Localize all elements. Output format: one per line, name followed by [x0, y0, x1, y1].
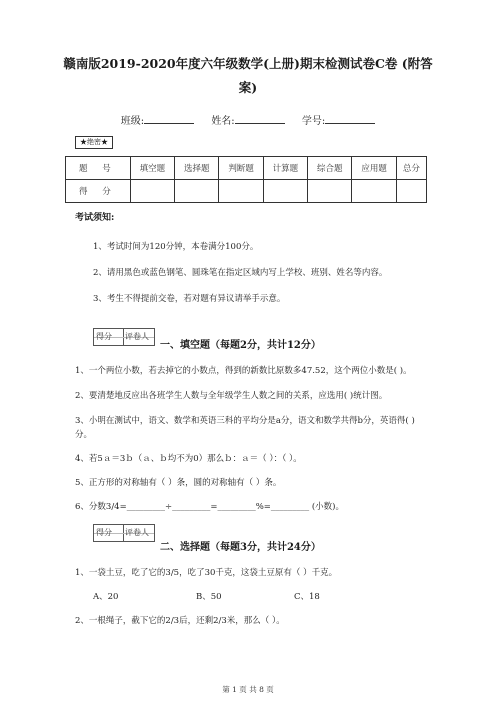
id-label: 学号:: [301, 116, 326, 127]
grader-score-label: 得分: [96, 528, 112, 537]
grader-name-label: 评卷人: [125, 528, 149, 537]
fill-question-cont: 分。: [75, 430, 93, 440]
confidential-badge: ★绝密★: [75, 136, 113, 149]
notice-item: 1、考试时间为120分钟，本卷满分100分。: [93, 242, 259, 252]
score-cell: [352, 180, 396, 203]
choice-question: 1、一袋土豆，吃了它的3/5，吃了30千克，这袋土豆原有（ ）千克。: [75, 568, 338, 578]
id-blank: [325, 113, 375, 124]
score-row-label: 得 分: [66, 180, 131, 203]
option-c: C、18: [294, 592, 320, 602]
name-label: 姓名:: [211, 116, 235, 127]
grader-box: [93, 524, 155, 542]
fill-question: 1、一个两位小数，若去掉它的小数点，得到的新数比原数多47.52，这个两位小数是( )。: [75, 366, 412, 376]
score-cell: [263, 180, 307, 203]
option-a: A、20: [93, 592, 119, 602]
header-cell: 选择题: [175, 157, 219, 180]
document-title: [60, 52, 436, 100]
header-cell: 判断题: [219, 157, 263, 180]
score-table-score-row: [66, 180, 427, 203]
score-cell: [130, 180, 174, 203]
grader-name-label: 评卷人: [125, 332, 149, 341]
header-cell: 总分: [396, 157, 426, 180]
notice-heading: 考试须知:: [75, 213, 115, 223]
option-b: B、50: [196, 592, 222, 602]
header-cell: 填空题: [130, 157, 174, 180]
class-blank: [144, 113, 194, 124]
header-cell: 应用题: [352, 157, 396, 180]
fill-question: 5、正方形的对称轴有（ ）条，圆的对称轴有（ ）条。: [75, 478, 282, 488]
section-2-title: 二、选择题（每题3分，共计24分）: [160, 542, 321, 553]
student-info-line: [0, 112, 496, 127]
header-cell: 题 号: [66, 157, 131, 180]
fill-question: 2、要清楚地反应出各班学生人数与全年级学生人数之间的关系，应选用( )统计图。: [75, 391, 388, 401]
choice-question: 2、一根绳子，截下它的2/3后，还剩2/3米，那么（ ）。: [75, 616, 285, 626]
score-table: [65, 156, 427, 203]
fill-question: 4、若5ａ＝3ｂ（ａ、ｂ均不为0）那么ｂ：ａ＝（ ）：（ ）。: [75, 454, 302, 464]
score-table-header-row: [66, 157, 427, 180]
grader-box: [93, 328, 155, 346]
title-line-2: 案): [238, 80, 258, 95]
notice-item: 2、请用黑色或蓝色钢笔、圆珠笔在指定区域内写上学校、班别、姓名等内容。: [93, 268, 388, 278]
notice-item: 3、考生不得提前交卷，若对题有异议请举手示意。: [93, 294, 286, 304]
score-cell: [308, 180, 352, 203]
page-footer: 第 1 页 共 8 页: [222, 685, 274, 694]
fill-question: 6、分数3/4=_________÷_________=_________%=_________ (小数)。: [75, 502, 344, 512]
name-blank: [235, 113, 285, 124]
score-cell: [396, 180, 426, 203]
section-1-title: 一、填空题（每题2分，共计12分）: [160, 340, 321, 351]
grader-score-label: 得分: [96, 332, 112, 341]
score-cell: [175, 180, 219, 203]
class-label: 班级:: [120, 116, 145, 127]
header-cell: 计算题: [263, 157, 307, 180]
header-cell: 综合题: [308, 157, 352, 180]
score-cell: [219, 180, 263, 203]
title-line-1: 赣南版2019-2020年度六年级数学(上册)期末检测试卷C卷 (附答: [63, 56, 433, 71]
fill-question: 3、小明在测试中，语文、数学和英语三科的平均分是a分，语文和数学共得b分，英语得( ): [75, 416, 415, 426]
